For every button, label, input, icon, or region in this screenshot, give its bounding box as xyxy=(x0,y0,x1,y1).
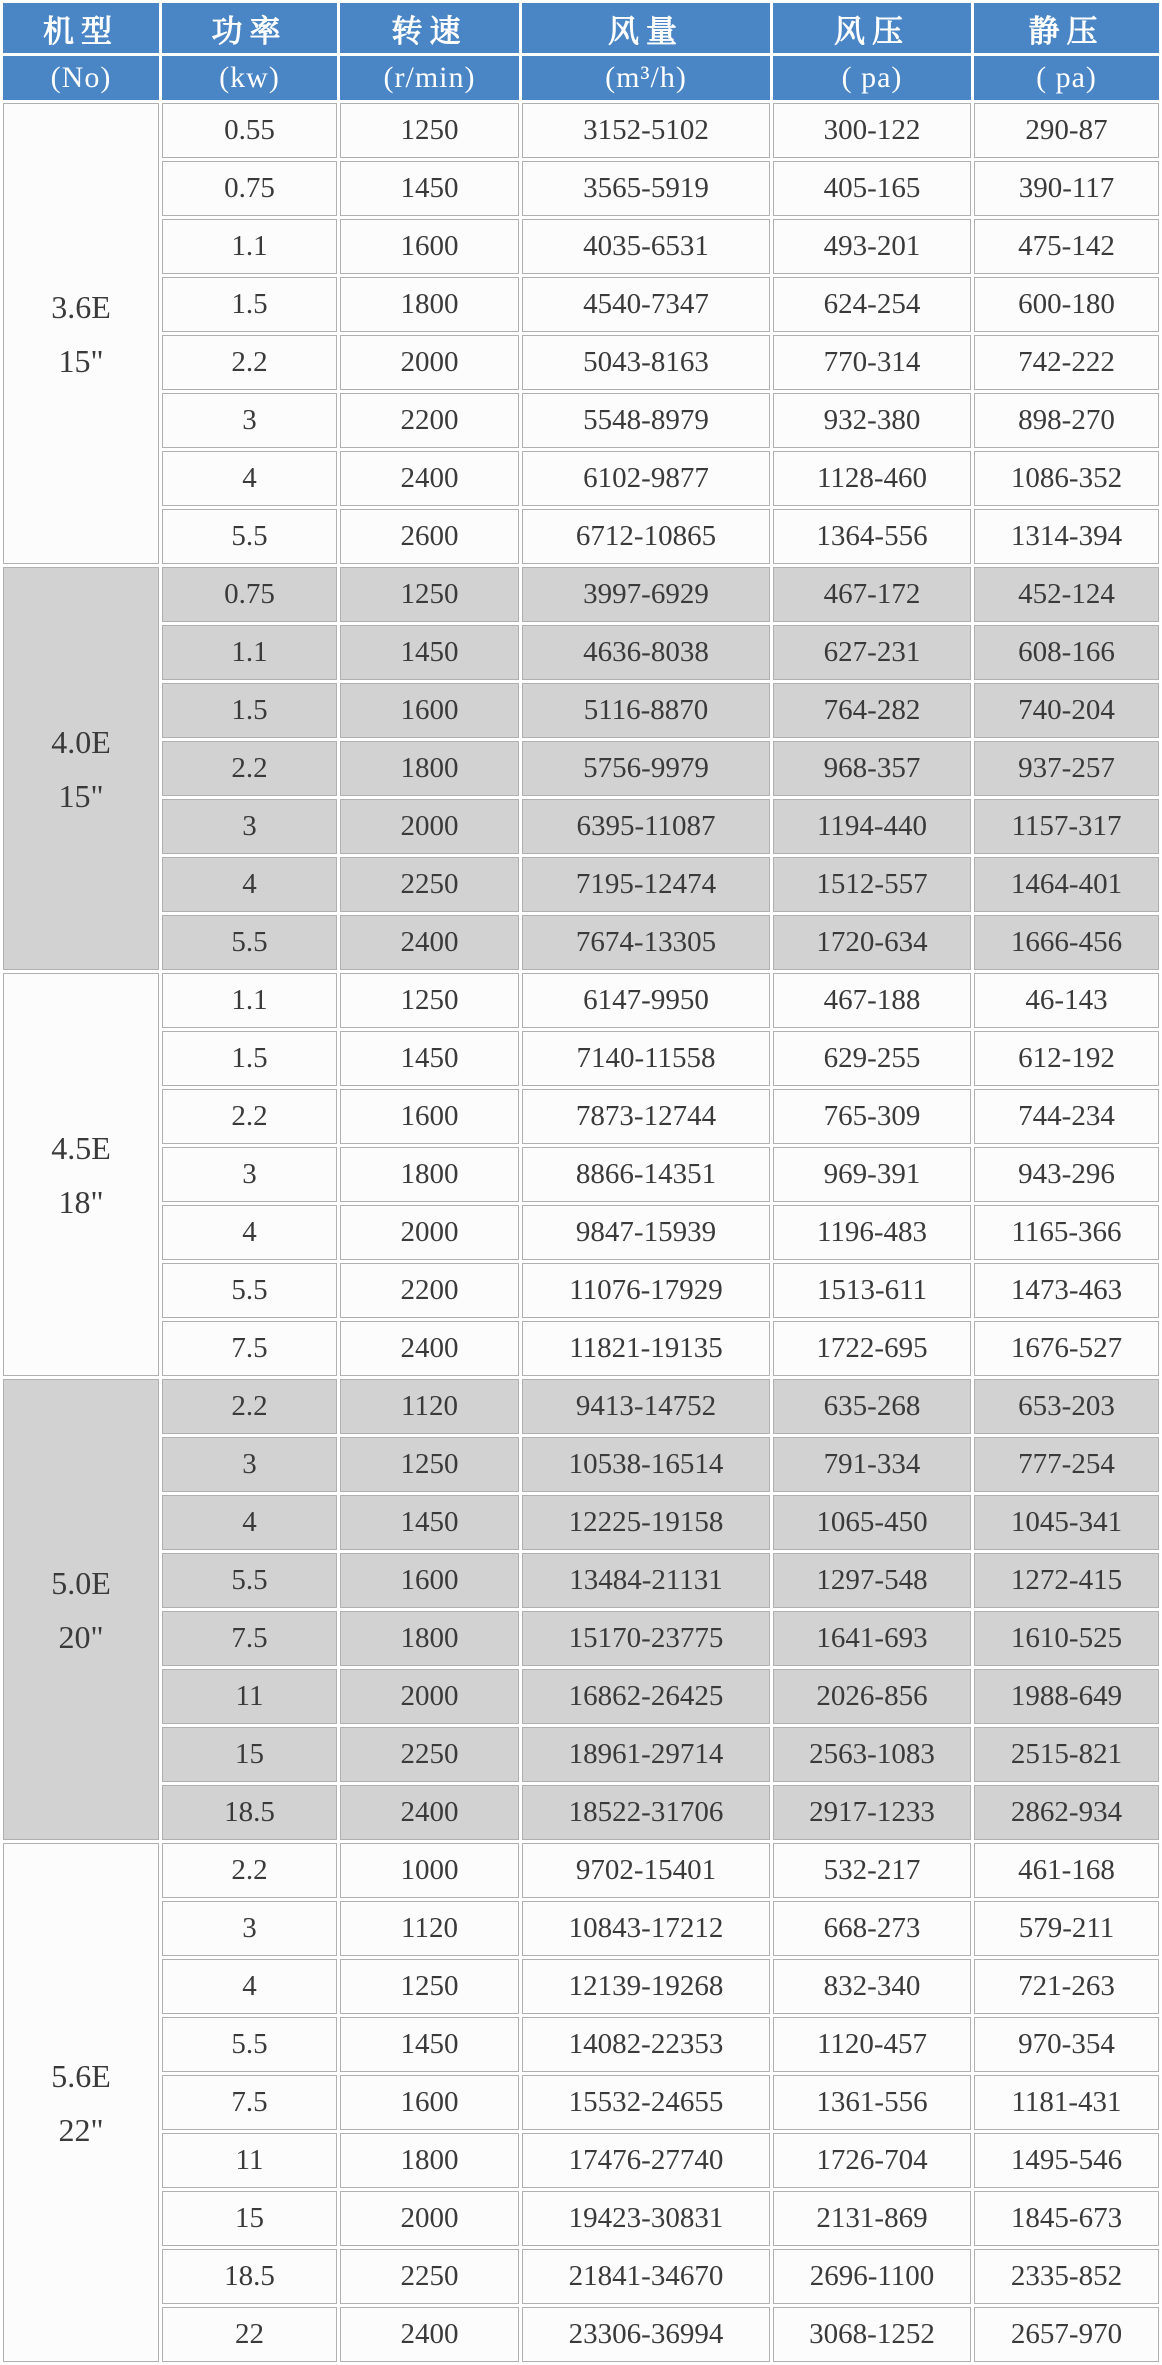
static-pressure-cell: 390-117 xyxy=(974,161,1159,216)
col-unit-pressure: ( pa) xyxy=(773,56,971,100)
speed-cell: 1800 xyxy=(340,277,519,332)
pressure-cell: 3068-1252 xyxy=(773,2307,971,2362)
power-cell: 1.5 xyxy=(162,1031,337,1086)
pressure-cell: 791-334 xyxy=(773,1437,971,1492)
static-pressure-cell: 1165-366 xyxy=(974,1205,1159,1260)
power-cell: 18.5 xyxy=(162,1785,337,1840)
static-pressure-cell: 290-87 xyxy=(974,103,1159,158)
power-cell: 2.2 xyxy=(162,1089,337,1144)
power-cell: 0.55 xyxy=(162,103,337,158)
static-pressure-cell: 721-263 xyxy=(974,1959,1159,2014)
power-cell: 2.2 xyxy=(162,335,337,390)
model-cell xyxy=(3,1379,159,1840)
pressure-cell: 765-309 xyxy=(773,1089,971,1144)
static-pressure-cell: 1473-463 xyxy=(974,1263,1159,1318)
power-cell: 18.5 xyxy=(162,2249,337,2304)
power-cell: 3 xyxy=(162,1147,337,1202)
header-unit-row xyxy=(3,56,1159,100)
table-row xyxy=(3,2307,1159,2362)
table-row xyxy=(3,451,1159,506)
power-cell: 4 xyxy=(162,1495,337,1550)
airflow-cell: 5548-8979 xyxy=(522,393,770,448)
power-cell: 15 xyxy=(162,2191,337,2246)
power-cell: 4 xyxy=(162,857,337,912)
speed-cell: 1600 xyxy=(340,2075,519,2130)
pressure-cell: 832-340 xyxy=(773,1959,971,2014)
pressure-cell: 1364-556 xyxy=(773,509,971,564)
static-pressure-cell: 1314-394 xyxy=(974,509,1159,564)
power-cell: 1.5 xyxy=(162,683,337,738)
speed-cell: 2250 xyxy=(340,2249,519,2304)
airflow-cell: 7873-12744 xyxy=(522,1089,770,1144)
col-header-power: 功率 xyxy=(162,3,337,53)
power-cell: 0.75 xyxy=(162,161,337,216)
header-label-row xyxy=(3,3,1159,53)
static-pressure-cell: 653-203 xyxy=(974,1379,1159,1434)
pressure-cell: 968-357 xyxy=(773,741,971,796)
table-row xyxy=(3,1437,1159,1492)
pressure-cell: 1065-450 xyxy=(773,1495,971,1550)
power-cell: 1.1 xyxy=(162,973,337,1028)
pressure-cell: 2131-869 xyxy=(773,2191,971,2246)
table-row xyxy=(3,219,1159,274)
speed-cell: 1800 xyxy=(340,741,519,796)
airflow-cell: 9413-14752 xyxy=(522,1379,770,1434)
pressure-cell: 668-273 xyxy=(773,1901,971,1956)
pressure-cell: 532-217 xyxy=(773,1843,971,1898)
static-pressure-cell: 740-204 xyxy=(974,683,1159,738)
table-header xyxy=(3,3,1159,100)
airflow-cell: 5756-9979 xyxy=(522,741,770,796)
model-cell xyxy=(3,567,159,970)
pressure-cell: 2917-1233 xyxy=(773,1785,971,1840)
airflow-cell: 21841-34670 xyxy=(522,2249,770,2304)
pressure-cell: 635-268 xyxy=(773,1379,971,1434)
speed-cell: 2400 xyxy=(340,451,519,506)
power-cell: 5.5 xyxy=(162,915,337,970)
pressure-cell: 1512-557 xyxy=(773,857,971,912)
speed-cell: 1450 xyxy=(340,1495,519,1550)
table-row xyxy=(3,393,1159,448)
col-unit-model: (No) xyxy=(3,56,159,100)
pressure-cell: 1128-460 xyxy=(773,451,971,506)
static-pressure-cell: 1464-401 xyxy=(974,857,1159,912)
power-cell: 1.1 xyxy=(162,625,337,680)
table-row xyxy=(3,1901,1159,1956)
pressure-cell: 467-188 xyxy=(773,973,971,1028)
speed-cell: 1250 xyxy=(340,103,519,158)
model-size: 22" xyxy=(58,2111,104,2148)
model-cell xyxy=(3,973,159,1376)
power-cell: 3 xyxy=(162,393,337,448)
model-name: 5.6E xyxy=(51,2057,111,2094)
speed-cell: 2600 xyxy=(340,509,519,564)
airflow-cell: 8866-14351 xyxy=(522,1147,770,1202)
static-pressure-cell: 612-192 xyxy=(974,1031,1159,1086)
airflow-cell: 6147-9950 xyxy=(522,973,770,1028)
pressure-cell: 624-254 xyxy=(773,277,971,332)
table-row xyxy=(3,1263,1159,1318)
table-row xyxy=(3,2191,1159,2246)
pressure-cell: 1196-483 xyxy=(773,1205,971,1260)
power-cell: 1.5 xyxy=(162,277,337,332)
pressure-cell: 405-165 xyxy=(773,161,971,216)
speed-cell: 2000 xyxy=(340,799,519,854)
model-cell xyxy=(3,103,159,564)
power-cell: 2.2 xyxy=(162,1843,337,1898)
power-cell: 4 xyxy=(162,1959,337,2014)
table-row xyxy=(3,509,1159,564)
pressure-cell: 1297-548 xyxy=(773,1553,971,1608)
pressure-cell: 493-201 xyxy=(773,219,971,274)
col-header-static-pressure: 静压 xyxy=(974,3,1159,53)
power-cell: 5.5 xyxy=(162,1553,337,1608)
static-pressure-cell: 937-257 xyxy=(974,741,1159,796)
table-row xyxy=(3,2075,1159,2130)
speed-cell: 2200 xyxy=(340,1263,519,1318)
table-row xyxy=(3,799,1159,854)
airflow-cell: 7140-11558 xyxy=(522,1031,770,1086)
speed-cell: 1600 xyxy=(340,219,519,274)
speed-cell: 2200 xyxy=(340,393,519,448)
airflow-cell: 3565-5919 xyxy=(522,161,770,216)
model-name: 4.0E xyxy=(51,723,111,760)
airflow-cell: 14082-22353 xyxy=(522,2017,770,2072)
power-cell: 7.5 xyxy=(162,2075,337,2130)
model-name: 3.6E xyxy=(51,288,111,325)
airflow-cell: 11821-19135 xyxy=(522,1321,770,1376)
table-row xyxy=(3,1843,1159,1898)
table-body xyxy=(3,103,1159,2362)
speed-cell: 2250 xyxy=(340,857,519,912)
speed-cell: 2250 xyxy=(340,1727,519,1782)
speed-cell: 1450 xyxy=(340,161,519,216)
airflow-cell: 10843-17212 xyxy=(522,1901,770,1956)
airflow-cell: 17476-27740 xyxy=(522,2133,770,2188)
static-pressure-cell: 1045-341 xyxy=(974,1495,1159,1550)
speed-cell: 1450 xyxy=(340,2017,519,2072)
speed-cell: 2400 xyxy=(340,1321,519,1376)
static-pressure-cell: 2515-821 xyxy=(974,1727,1159,1782)
static-pressure-cell: 475-142 xyxy=(974,219,1159,274)
col-unit-airflow: (m³/h) xyxy=(522,56,770,100)
speed-cell: 2000 xyxy=(340,335,519,390)
airflow-cell: 7195-12474 xyxy=(522,857,770,912)
airflow-cell: 7674-13305 xyxy=(522,915,770,970)
table-row xyxy=(3,973,1159,1028)
col-header-speed: 转速 xyxy=(340,3,519,53)
static-pressure-cell: 744-234 xyxy=(974,1089,1159,1144)
table-row xyxy=(3,1553,1159,1608)
speed-cell: 2000 xyxy=(340,1669,519,1724)
table-row xyxy=(3,1727,1159,1782)
power-cell: 0.75 xyxy=(162,567,337,622)
table-row xyxy=(3,1495,1159,1550)
airflow-cell: 3152-5102 xyxy=(522,103,770,158)
table-row xyxy=(3,915,1159,970)
table-row xyxy=(3,1321,1159,1376)
static-pressure-cell: 1666-456 xyxy=(974,915,1159,970)
static-pressure-cell: 1086-352 xyxy=(974,451,1159,506)
speed-cell: 2400 xyxy=(340,1785,519,1840)
pressure-cell: 629-255 xyxy=(773,1031,971,1086)
pressure-cell: 1641-693 xyxy=(773,1611,971,1666)
power-cell: 7.5 xyxy=(162,1611,337,1666)
power-cell: 3 xyxy=(162,1901,337,1956)
pressure-cell: 969-391 xyxy=(773,1147,971,1202)
static-pressure-cell: 608-166 xyxy=(974,625,1159,680)
pressure-cell: 2696-1100 xyxy=(773,2249,971,2304)
airflow-cell: 5116-8870 xyxy=(522,683,770,738)
speed-cell: 1250 xyxy=(340,567,519,622)
col-unit-static-pressure: ( pa) xyxy=(974,56,1159,100)
table-row xyxy=(3,1959,1159,2014)
static-pressure-cell: 461-168 xyxy=(974,1843,1159,1898)
pressure-cell: 1194-440 xyxy=(773,799,971,854)
speed-cell: 1800 xyxy=(340,1611,519,1666)
airflow-cell: 6395-11087 xyxy=(522,799,770,854)
airflow-cell: 6712-10865 xyxy=(522,509,770,564)
table-row xyxy=(3,1031,1159,1086)
pressure-cell: 932-380 xyxy=(773,393,971,448)
model-name: 5.0E xyxy=(51,1564,111,1601)
speed-cell: 2000 xyxy=(340,1205,519,1260)
pressure-cell: 1726-704 xyxy=(773,2133,971,2188)
pressure-cell: 1513-611 xyxy=(773,1263,971,1318)
pressure-cell: 1361-556 xyxy=(773,2075,971,2130)
airflow-cell: 4035-6531 xyxy=(522,219,770,274)
speed-cell: 1250 xyxy=(340,973,519,1028)
static-pressure-cell: 2335-852 xyxy=(974,2249,1159,2304)
airflow-cell: 15532-24655 xyxy=(522,2075,770,2130)
static-pressure-cell: 777-254 xyxy=(974,1437,1159,1492)
static-pressure-cell: 452-124 xyxy=(974,567,1159,622)
power-cell: 2.2 xyxy=(162,1379,337,1434)
static-pressure-cell: 1610-525 xyxy=(974,1611,1159,1666)
static-pressure-cell: 46-143 xyxy=(974,973,1159,1028)
table-row xyxy=(3,1089,1159,1144)
airflow-cell: 4636-8038 xyxy=(522,625,770,680)
table-row xyxy=(3,1785,1159,1840)
table-row xyxy=(3,1379,1159,1434)
col-header-pressure: 风压 xyxy=(773,3,971,53)
speed-cell: 1250 xyxy=(340,1437,519,1492)
col-header-model: 机型 xyxy=(3,3,159,53)
power-cell: 3 xyxy=(162,1437,337,1492)
speed-cell: 1000 xyxy=(340,1843,519,1898)
speed-cell: 1450 xyxy=(340,625,519,680)
airflow-cell: 5043-8163 xyxy=(522,335,770,390)
table-row xyxy=(3,683,1159,738)
airflow-cell: 12139-19268 xyxy=(522,1959,770,2014)
table-row xyxy=(3,567,1159,622)
model-size: 18" xyxy=(58,1183,104,1220)
power-cell: 4 xyxy=(162,451,337,506)
power-cell: 22 xyxy=(162,2307,337,2362)
pressure-cell: 467-172 xyxy=(773,567,971,622)
table-row xyxy=(3,741,1159,796)
table-row xyxy=(3,1147,1159,1202)
pressure-cell: 764-282 xyxy=(773,683,971,738)
static-pressure-cell: 1676-527 xyxy=(974,1321,1159,1376)
static-pressure-cell: 1845-673 xyxy=(974,2191,1159,2246)
pressure-cell: 2026-856 xyxy=(773,1669,971,1724)
static-pressure-cell: 898-270 xyxy=(974,393,1159,448)
model-size: 15" xyxy=(58,777,104,814)
table-row xyxy=(3,1205,1159,1260)
airflow-cell: 19423-30831 xyxy=(522,2191,770,2246)
power-cell: 2.2 xyxy=(162,741,337,796)
power-cell: 3 xyxy=(162,799,337,854)
speed-cell: 1800 xyxy=(340,2133,519,2188)
pressure-cell: 1720-634 xyxy=(773,915,971,970)
airflow-cell: 18961-29714 xyxy=(522,1727,770,1782)
airflow-cell: 9702-15401 xyxy=(522,1843,770,1898)
pressure-cell: 1722-695 xyxy=(773,1321,971,1376)
static-pressure-cell: 579-211 xyxy=(974,1901,1159,1956)
speed-cell: 1120 xyxy=(340,1901,519,1956)
airflow-cell: 3997-6929 xyxy=(522,567,770,622)
airflow-cell: 18522-31706 xyxy=(522,1785,770,1840)
model-cell xyxy=(3,1843,159,2362)
col-unit-speed: (r/min) xyxy=(340,56,519,100)
pressure-cell: 1120-457 xyxy=(773,2017,971,2072)
speed-cell: 2400 xyxy=(340,915,519,970)
table-row xyxy=(3,625,1159,680)
table-row xyxy=(3,857,1159,912)
power-cell: 5.5 xyxy=(162,509,337,564)
airflow-cell: 12225-19158 xyxy=(522,1495,770,1550)
table-row xyxy=(3,161,1159,216)
table-row xyxy=(3,2017,1159,2072)
power-cell: 5.5 xyxy=(162,1263,337,1318)
airflow-cell: 23306-36994 xyxy=(522,2307,770,2362)
power-cell: 15 xyxy=(162,1727,337,1782)
speed-cell: 1600 xyxy=(340,1089,519,1144)
table-row xyxy=(3,2249,1159,2304)
power-cell: 11 xyxy=(162,1669,337,1724)
col-unit-power: (kw) xyxy=(162,56,337,100)
speed-cell: 1600 xyxy=(340,1553,519,1608)
airflow-cell: 16862-26425 xyxy=(522,1669,770,1724)
airflow-cell: 9847-15939 xyxy=(522,1205,770,1260)
static-pressure-cell: 970-354 xyxy=(974,2017,1159,2072)
power-cell: 4 xyxy=(162,1205,337,1260)
pressure-cell: 770-314 xyxy=(773,335,971,390)
table-row xyxy=(3,335,1159,390)
pressure-cell: 300-122 xyxy=(773,103,971,158)
static-pressure-cell: 1988-649 xyxy=(974,1669,1159,1724)
static-pressure-cell: 943-296 xyxy=(974,1147,1159,1202)
table-row xyxy=(3,103,1159,158)
airflow-cell: 11076-17929 xyxy=(522,1263,770,1318)
airflow-cell: 10538-16514 xyxy=(522,1437,770,1492)
power-cell: 5.5 xyxy=(162,2017,337,2072)
speed-cell: 1800 xyxy=(340,1147,519,1202)
pressure-cell: 627-231 xyxy=(773,625,971,680)
speed-cell: 2000 xyxy=(340,2191,519,2246)
static-pressure-cell: 1157-317 xyxy=(974,799,1159,854)
power-cell: 11 xyxy=(162,2133,337,2188)
power-cell: 7.5 xyxy=(162,1321,337,1376)
static-pressure-cell: 2657-970 xyxy=(974,2307,1159,2362)
table-row xyxy=(3,1611,1159,1666)
static-pressure-cell: 2862-934 xyxy=(974,1785,1159,1840)
speed-cell: 1600 xyxy=(340,683,519,738)
table-row xyxy=(3,1669,1159,1724)
speed-cell: 1120 xyxy=(340,1379,519,1434)
airflow-cell: 13484-21131 xyxy=(522,1553,770,1608)
speed-cell: 2400 xyxy=(340,2307,519,2362)
speed-cell: 1450 xyxy=(340,1031,519,1086)
airflow-cell: 15170-23775 xyxy=(522,1611,770,1666)
static-pressure-cell: 1272-415 xyxy=(974,1553,1159,1608)
airflow-cell: 6102-9877 xyxy=(522,451,770,506)
static-pressure-cell: 600-180 xyxy=(974,277,1159,332)
airflow-cell: 4540-7347 xyxy=(522,277,770,332)
speed-cell: 1250 xyxy=(340,1959,519,2014)
model-name: 4.5E xyxy=(51,1129,111,1166)
table-row xyxy=(3,277,1159,332)
static-pressure-cell: 1181-431 xyxy=(974,2075,1159,2130)
model-size: 15" xyxy=(58,342,104,379)
static-pressure-cell: 1495-546 xyxy=(974,2133,1159,2188)
power-cell: 1.1 xyxy=(162,219,337,274)
model-size: 20" xyxy=(58,1618,104,1655)
col-header-airflow: 风量 xyxy=(522,3,770,53)
pressure-cell: 2563-1083 xyxy=(773,1727,971,1782)
static-pressure-cell: 742-222 xyxy=(974,335,1159,390)
table-row xyxy=(3,2133,1159,2188)
